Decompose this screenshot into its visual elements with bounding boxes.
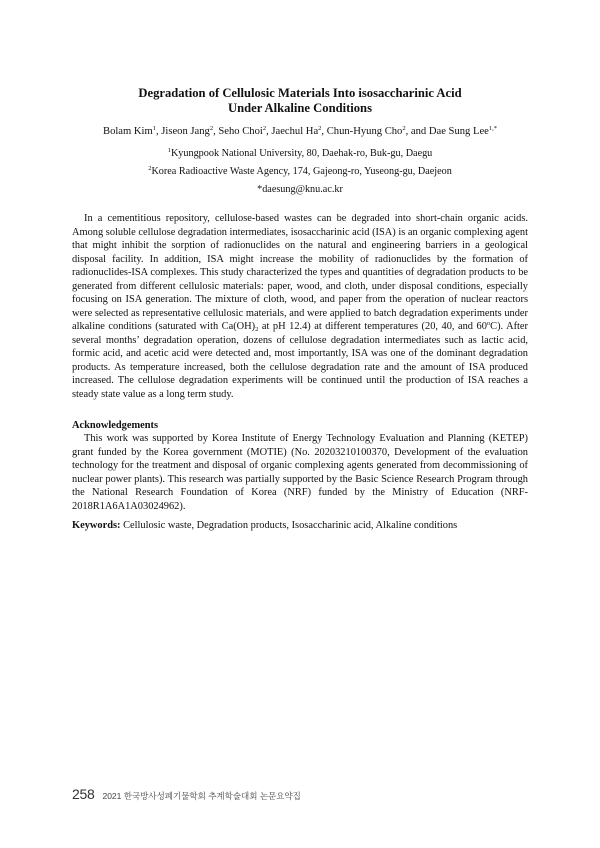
- page-footer: [72, 786, 301, 802]
- affiliation-text: Kyungpook National University, 80, Daehak-ro, Buk-gu, Daegu: [170, 148, 433, 159]
- subscript: 2: [255, 326, 259, 333]
- abstract-text: In a cementitious repository, cellulose-based wastes can be degraded into short-chain organic acids. Among soluble cellulose degradation intermediates, isosaccharinic acid (ISA) is an organic complexing agent that might inhibit the sorption of radionuclides on the natural and engineering barriers in a geological disposal facility. In addition, ISA might increase the mobility of radionuclides by the formation of radionuclides-ISA complexes. This study characterized the types and quantities of degradation products to be generated from different cellulosic materials: paper, wood, and cloth, under disposal conditions, especially focusing on ISA generation. The mixture of cloth, wood, and paper from the operation of nuclear reactors were selected as representative cellulosic materials, and were applied to batch degradation experiments under alkaline conditions (saturated with Ca(OH): [72, 213, 528, 332]
- affiliation-mark: 2: [148, 165, 152, 172]
- author-affiliation-mark: 1: [152, 125, 156, 132]
- page-number: 258: [72, 786, 95, 802]
- degree-superscript: o: [486, 320, 491, 327]
- journal-name: 2021 한국방사성폐기물학회 추계학술대회 논문요약집: [102, 791, 301, 801]
- paper-title: [60, 86, 540, 116]
- corresponding-email: *daesung@knu.ac.kr: [257, 184, 343, 195]
- author-name: Jaechul Ha: [271, 126, 319, 137]
- abstract-text: at pH 12.4) at different temperatures (20, 40, and 60: [258, 321, 487, 332]
- author-affiliation-mark: 2: [209, 125, 214, 132]
- title-line-2: Under Alkaline Conditions: [228, 101, 372, 115]
- author-list: [40, 126, 560, 138]
- acknowledgements-text: This work was supported by Korea Institute of Energy Technology Evaluation and Planning (KETEP) grant funded by the Korea government (MOTIE) (No. 20203210100370, Development of the evaluation technology for the treatment and disposal of organic complexing agents generated from decommissioning of nuclear power plants). This research was partially supported by the Basic Science Research Program through the National Research Foundation of Korea (NRF) funded by the Ministry of Education (NRF-2018R1A6A1A03024962).: [72, 433, 528, 512]
- author-affiliation-mark: 2: [262, 125, 267, 132]
- acknowledgements-section: [72, 432, 528, 513]
- author-affiliation-mark: 1,*: [488, 125, 497, 132]
- abstract: [72, 212, 528, 401]
- author-affiliation-mark: 2: [402, 125, 406, 132]
- author-separator: ,: [321, 126, 327, 137]
- keywords-text: Cellulosic waste, Degradation products, Isosaccharinic acid, Alkaline conditions: [120, 520, 458, 531]
- affiliation-text: Korea Radioactive Waste Agency, 174, Gajeong-ro, Yuseong-gu, Daejeon: [151, 166, 452, 177]
- title-line-1: Degradation of Cellulosic Materials Into isosaccharinic Acid: [138, 86, 462, 100]
- author-separator: ,: [213, 126, 219, 137]
- keywords: [72, 519, 528, 532]
- abstract-text: C). After several months’ degradation operation, dozens of cellulose degradation intermediates such as lactic acid, formic acid, and acetic acid were detected and, most importantly, ISA was one of the dominant degradation products. As temperature increased, both the cellulose degradation rate and the amount of ISA produced increased. The cellulose degradation experiments will be continued until the production of ISA reaches a steady state value as a long term study.: [72, 321, 529, 400]
- abstract-paragraph: [72, 212, 528, 401]
- keywords-label: Keywords:: [72, 520, 121, 531]
- author-name: Bolam Kim: [103, 126, 153, 137]
- author-separator: ,: [266, 126, 272, 137]
- affiliation-1: [40, 148, 560, 160]
- author-separator: ,: [155, 126, 162, 137]
- author-name: Seho Choi: [218, 126, 263, 137]
- author-name: Dae Sung Lee: [428, 126, 489, 137]
- author-affiliation-mark: 2: [318, 125, 322, 132]
- affiliation-2: [40, 166, 560, 178]
- author-name: Chun-Hyung Cho: [326, 126, 403, 137]
- acknowledgements-heading: Acknowledgements: [72, 420, 159, 431]
- affiliation-mark: 1: [167, 147, 171, 154]
- author-name: Jiseon Jang: [161, 126, 210, 137]
- author-separator: , and: [405, 126, 429, 137]
